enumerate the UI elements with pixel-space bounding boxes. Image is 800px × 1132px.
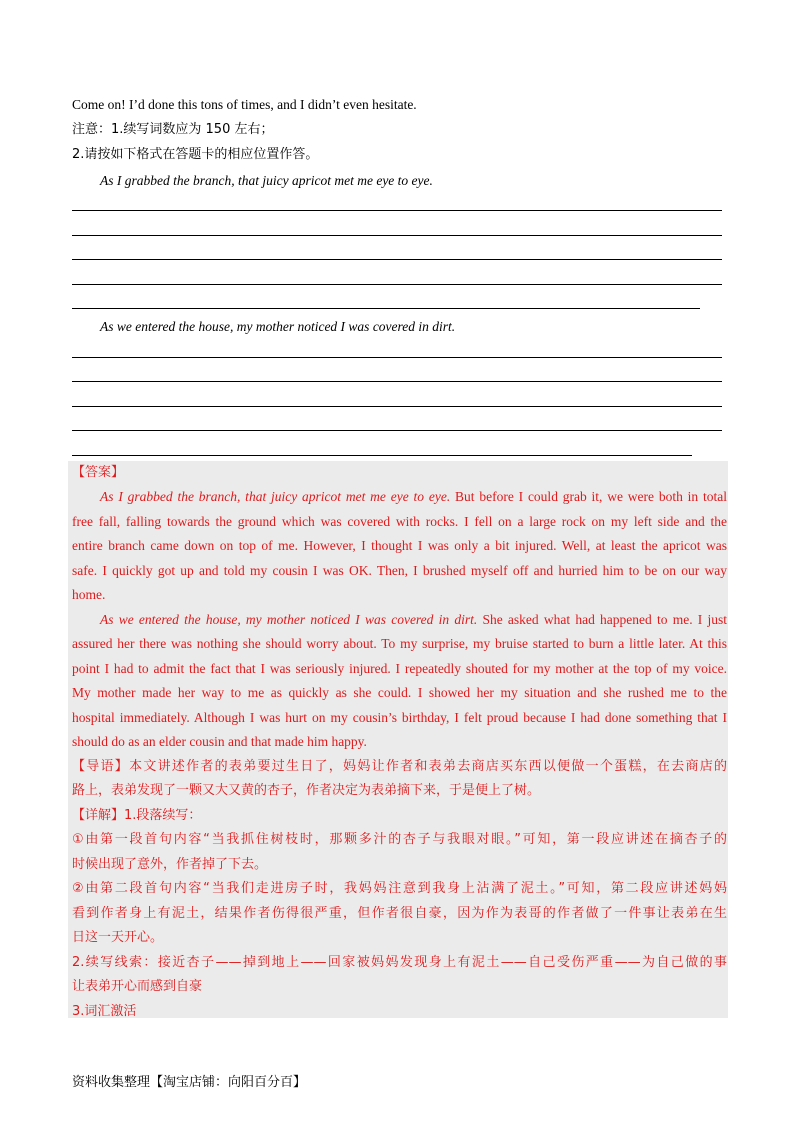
answer-line bbox=[72, 430, 722, 431]
detail-line-8: 让表弟开心而感到自豪 bbox=[72, 979, 203, 994]
answer-p2-line-4: My mother made her way to me as quickly as she could. I showed her my situation and she rushed me to the bbox=[72, 685, 727, 700]
answer-line bbox=[72, 455, 692, 456]
answer-p1-line-4: safe. I quickly got up and told my cousin I was OK. Then, I brushed myself off and hurried him to be on our way bbox=[72, 563, 727, 578]
paragraph-1-start: As I grabbed the branch, that juicy apricot met me eye to eye. bbox=[100, 173, 433, 188]
answer-p2-line-5: hospital immediately. Although I was hurt on my cousin’s birthday, I felt proud because I had done something that I bbox=[72, 710, 727, 725]
answer-p1-line-2: free fall, falling towards the ground which was covered with rocks. I fell on a large rock on my left side and the bbox=[72, 514, 727, 529]
detail-line-4: ②由第二段首句内容“当我们走进房子时，我妈妈注意到我身上沾满了泥土。”可知，第二段应讲述妈妈 bbox=[72, 881, 727, 896]
guide-line-2: 路上，表弟发现了一颗又大又黄的杏子，作者决定为表弟摘下来，于是便上了树。 bbox=[72, 783, 541, 798]
answer-line bbox=[72, 259, 722, 260]
paragraph-2-start: As we entered the house, my mother noticed I was covered in dirt. bbox=[100, 319, 456, 334]
answer-line bbox=[72, 357, 722, 358]
answer-p2-line-1 bbox=[72, 608, 727, 633]
answer-p2-line-2: assured her there was nothing she should worry about. To my surprise, my bruise started to burn a little later. At this bbox=[72, 636, 727, 651]
detail-line-2: ①由第一段首句内容“当我抓住树枝时，那颗多汁的杏子与我眼对眼。”可知，第一段应讲述在摘杏子的 bbox=[72, 832, 727, 847]
detail-line-7: 2.续写线索：接近杏子——掉到地上——回家被妈妈发现身上有泥土——自己受伤严重——为自己做的事 bbox=[72, 955, 727, 970]
detail-line-6: 日这一天开心。 bbox=[72, 930, 164, 945]
detail-line-9: 3.词汇激活 bbox=[72, 1004, 137, 1019]
answer-p2-line-6: should do as an elder cousin and that made him happy. bbox=[72, 734, 367, 749]
answer-line bbox=[72, 308, 700, 309]
answer-p1-rest: But before I could grab it, we were both in total bbox=[450, 489, 727, 504]
answer-p1-start: As I grabbed the branch, that juicy apricot met me eye to eye. bbox=[100, 489, 451, 504]
page-footer: 资料收集整理【淘宝店铺：向阳百分百】 bbox=[72, 1075, 307, 1090]
answer-p2-line-3: point I had to admit the fact that I was seriously injured. I repeatedly shouted for my mother at the top of my voice. bbox=[72, 661, 727, 676]
answer-p1-line-3: entire branch came down on top of me. However, I thought I was only a bit injured. Well, at least the apricot was bbox=[72, 538, 727, 553]
guide-line-1: 【导语】本文讲述作者的表弟要过生日了，妈妈让作者和表弟去商店买东西以便做一个蛋糕，在去商店的 bbox=[72, 759, 727, 774]
answer-line bbox=[72, 406, 722, 407]
answer-line bbox=[72, 210, 722, 211]
intro-line: Come on! I’d done this tons of times, and I didn’t even hesitate. bbox=[72, 97, 417, 112]
answer-p1-line-1 bbox=[72, 485, 727, 510]
answer-line bbox=[72, 284, 722, 285]
answer-p2-start: As we entered the house, my mother noticed I was covered in dirt. bbox=[100, 612, 478, 627]
answer-p1-line-5: home. bbox=[72, 587, 106, 602]
answer-label: 【答案】 bbox=[72, 465, 125, 480]
detail-line-3: 时候出现了意外，作者掉了下去。 bbox=[72, 857, 268, 872]
answer-line bbox=[72, 381, 722, 382]
note-line-1: 注意：1.续写词数应为 150 左右； bbox=[72, 122, 274, 137]
answer-line bbox=[72, 235, 722, 236]
answer-p2-rest: She asked what had happened to me. I just bbox=[477, 612, 727, 627]
detail-heading: 【详解】1.段落续写： bbox=[72, 808, 202, 823]
detail-line-5: 看到作者身上有泥土，结果作者伤得很严重，但作者很自豪，因为作为表哥的作者做了一件事让表弟在生 bbox=[72, 906, 727, 921]
note-line-2: 2.请按如下格式在答题卡的相应位置作答。 bbox=[72, 147, 319, 162]
